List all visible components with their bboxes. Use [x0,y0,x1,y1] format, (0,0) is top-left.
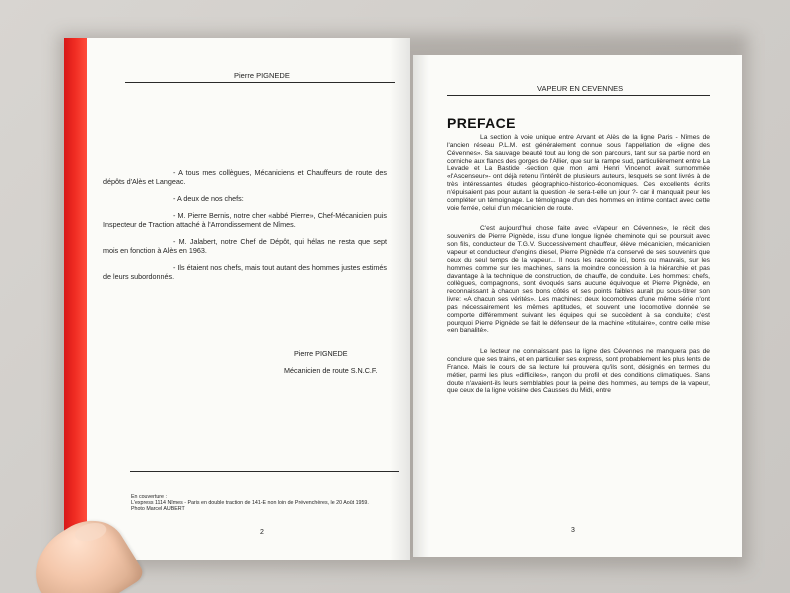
caption-line: L'express 1114 Nîmes - Paris en double traction de 141-E non loin de Prévenchères, le 20 Août 1959. [131,500,369,507]
dedication-paragraph: - M. Jalabert, notre Chef de Dépôt, qui hélas ne resta que sept mois en fonction à Alès en 1963. [103,237,387,255]
dedication-paragraph: - M. Pierre Bernis, notre cher «abbé Pierre», Chef-Mécanicien puis Inspecteur de Traction attaché à l'Arrondissement de Nîmes. [103,211,387,229]
right-running-head: VAPEUR EN CEVENNES [537,84,624,93]
right-header-rule [447,95,710,96]
preface-title: PREFACE [447,115,516,132]
left-page-number: 2 [260,529,264,536]
right-gutter-shadow [413,55,429,557]
dedication-text [103,168,387,289]
left-gutter-shadow [390,38,410,560]
dedication-paragraph: - A tous mes collègues, Mécaniciens et Chauffeurs de route des dépôts d'Alès et Langeac. [103,168,387,186]
red-cover-edge [64,38,87,560]
right-page-number: 3 [571,527,575,534]
author-name: Pierre PIGNEDE [294,349,348,358]
preface-body [447,134,710,408]
preface-paragraph: C'est aujourd'hui chose faite avec «Vapeur en Cévennes», le récit des souvenirs de Pierre Pignède, issu d'une longue lignée cheminote qui se poursuit avec son fils, conducteur de T.G.V. Successivement chauffeur, élève mécanicien, mécanicien vapeur et conducteur d'engins diesel, Pierre Pignède n'a conservé de ses souvenirs que ceux du seul temps de la vapeur... Il nous les raconte ici, bons ou mauvais, sur les hommes comme sur les machines, sans la moindre concession à la hiérarchie et pas davantage à la technique de construction, de chauffe, de conduite. Les hommes: chefs, collègues, compagnons, sont évoqués sans aucune équivoque et Pierre Pignède, en reconnaissant à chacun ses bons côtés et ses points faibles aurait pu sous-titrer son livre: «A chacun ses vérités». Les machines: deux locomotives d'une même série n'ont pas nécessairement les mêmes aptitudes, et souvent une locomotive donnée se comporte différemment suivant les équipes qui se succèdent à sa conduite; c'est pourquoi Pierre Pignède se fait le défenseur de la machine «titulaire», contre celle mise «en banalité». [447,225,710,335]
dedication-paragraph: - A deux de nos chefs: [173,194,244,203]
right-page [413,55,742,557]
caption-line: En couverture : [131,494,167,500]
preface-paragraph: La section à voie unique entre Arvant et Alès de la ligne Paris - Nîmes de l'ancien réseau P.L.M. est généralement connue sous l'appellation de «ligne des Cévennes». Sa sauvage beauté tout au long de son parcours, tant sur sa partie nord en corniche aux flancs des gorges de l'Allier, que sur la rampe sud, particulièrement entre La Levade et La Bastide -section que mon ami Henri Vincenot avait surnommée «l'Ascenseur»- ont déjà retenu l'intérêt de plusieurs auteurs, lesquels se sont livrés à de très intéressantes études géographico-historico-économiques. Ces excellents écrits n'épuisaient pas pour autant la question -le sera-t-elle un jour ?- car il manquait peur les compléter un témoignage. Le témoignage d'un des hommes en intime contact avec cette voie ferrée, celui d'un mécanicien de route. [447,134,710,212]
left-page [64,38,410,560]
left-header-rule [125,82,395,83]
caption-rule [130,471,399,472]
preface-paragraph: Le lecteur ne connaissant pas la ligne des Cévennes ne manquera pas de conclure que ses trains, et en particulier ses express, sont probablement les plus lents de France. Mais le cours de sa lecture lui prouvera qu'ils sont, désignés en termes du métier, parmi les plus «difficiles», rançon du profil et des conditions climatiques. Sans doute n'avaient-ils leurs semblables pour la peine des hommes, au temps de la vapeur, que ceux de la ligne voisine des Causses du Midi, entre [447,348,710,395]
author-signature [284,345,378,379]
caption-line: Photo Marcel AUBERT [131,506,185,513]
author-role: Mécanicien de route S.N.C.F. [284,366,378,375]
left-running-head: Pierre PIGNEDE [234,71,290,80]
dedication-paragraph: - Ils étaient nos chefs, mais tout autant des hommes justes estimés de leurs subordonnés. [103,263,387,281]
cover-caption [131,494,401,512]
